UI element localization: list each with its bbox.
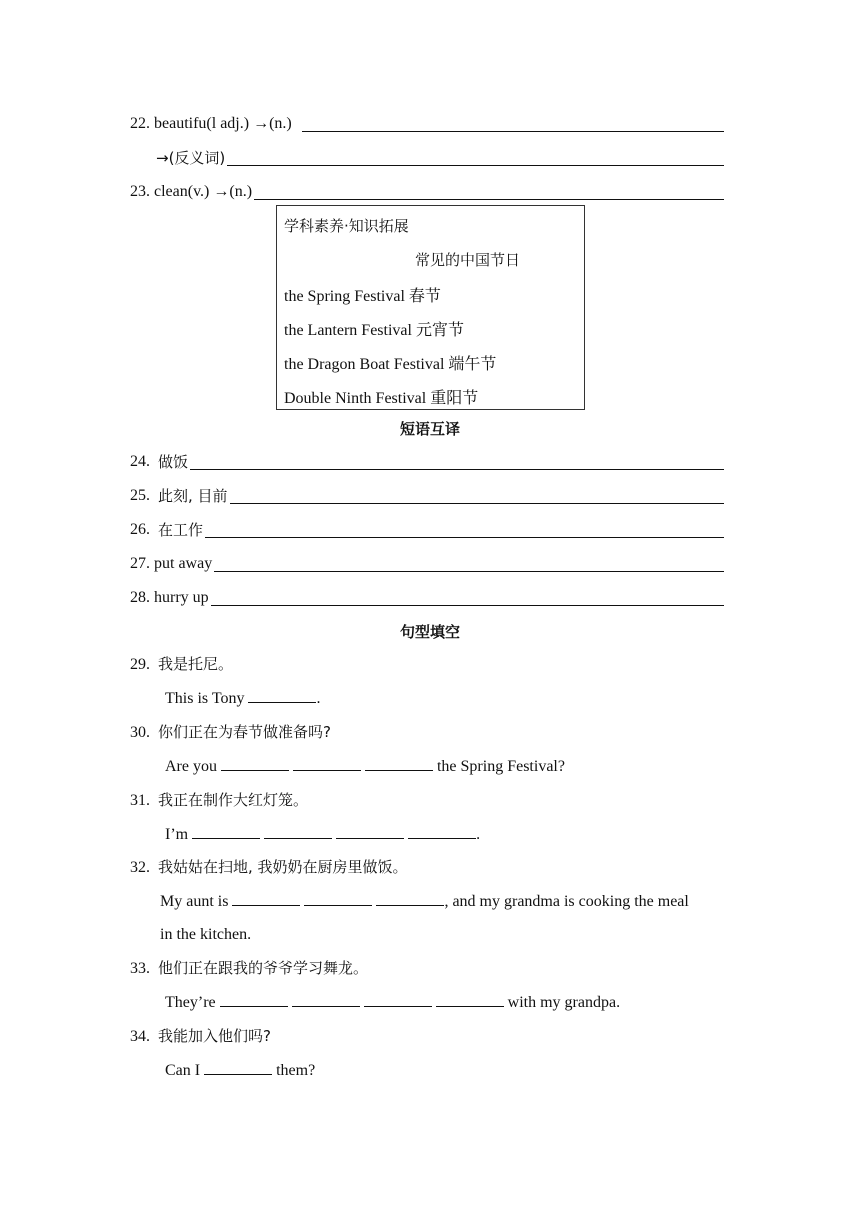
item-text: 做饭 (158, 453, 189, 471)
english-answer-29: This is Tony . (165, 690, 321, 707)
answer-line[interactable] (211, 605, 724, 606)
vocab-item-22 (130, 112, 724, 134)
festival-item: the Lantern Festival 元宵节 (284, 322, 464, 339)
english-answer-32: My aunt is , and my grandma is cooking the meal (160, 893, 689, 910)
festival-item: the Dragon Boat Festival 端午节 (284, 356, 497, 373)
blank[interactable] (304, 891, 372, 906)
blank[interactable] (365, 756, 433, 771)
answer-line[interactable] (254, 199, 724, 200)
blank[interactable] (408, 824, 476, 839)
item-number: 28. (130, 589, 150, 606)
item-text: hurry up (154, 589, 209, 606)
sentence-item-29 (130, 654, 233, 675)
blank[interactable] (376, 891, 444, 906)
item-number: 25. (130, 487, 150, 504)
phrase-item-27 (130, 552, 724, 574)
section-heading-sentences: 句型填空 (399, 623, 460, 641)
blank[interactable] (220, 992, 288, 1007)
item-text: →(反义词) (156, 149, 226, 167)
chinese-prompt: 你们正在为春节做准备吗? (158, 723, 331, 741)
phrase-item-24 (130, 450, 724, 472)
item-number: 33. (130, 960, 150, 977)
blank[interactable] (248, 688, 316, 703)
item-text: beautifu(l adj.) →(n.) (154, 115, 292, 132)
item-number: 31. (130, 792, 150, 809)
chinese-prompt: 我能加入他们吗? (158, 1027, 271, 1045)
sentence-item-34 (130, 1026, 271, 1047)
sentence-item-31 (130, 790, 308, 811)
vocab-item-22-antonym (156, 146, 724, 168)
festival-item: Double Ninth Festival 重阳节 (284, 390, 479, 407)
blank[interactable] (192, 824, 260, 839)
section-heading-phrases: 短语互译 (399, 420, 460, 438)
chinese-prompt: 我正在制作大红灯笼。 (158, 791, 309, 809)
item-number: 23. (130, 183, 150, 200)
item-text: clean(v.) →(n.) (154, 183, 253, 200)
item-text: 在工作 (158, 521, 204, 539)
answer-line[interactable] (190, 469, 724, 470)
item-number: 22. (130, 115, 150, 132)
knowledge-box (276, 205, 585, 410)
answer-line[interactable] (227, 165, 724, 166)
box-subtitle: 常见的中国节日 (415, 251, 521, 269)
sentence-item-32 (130, 857, 408, 878)
item-number: 29. (130, 656, 150, 673)
item-number: 26. (130, 521, 150, 538)
blank[interactable] (232, 891, 300, 906)
blank[interactable] (204, 1060, 272, 1075)
english-answer-30: Are you the Spring Festival? (165, 758, 565, 775)
item-number: 24. (130, 453, 150, 470)
blank[interactable] (293, 756, 361, 771)
item-number: 34. (130, 1028, 150, 1045)
chinese-prompt: 我姑姑在扫地, 我奶奶在厨房里做饭。 (158, 858, 408, 876)
english-answer-31: I’m . (165, 826, 481, 843)
sentence-item-30 (130, 722, 331, 743)
phrase-item-26 (130, 518, 724, 540)
answer-line[interactable] (214, 571, 724, 572)
phrase-item-25 (130, 484, 724, 506)
phrase-item-28 (130, 586, 724, 608)
festival-item: the Spring Festival 春节 (284, 288, 441, 305)
english-answer-34: Can I them? (165, 1062, 316, 1079)
box-title: 学科素养·知识拓展 (284, 217, 409, 235)
blank[interactable] (336, 824, 404, 839)
blank[interactable] (221, 756, 289, 771)
chinese-prompt: 他们正在跟我的爷爷学习舞龙。 (158, 959, 369, 977)
item-number: 30. (130, 724, 150, 741)
blank[interactable] (436, 992, 504, 1007)
vocab-item-23 (130, 180, 724, 202)
sentence-item-33 (130, 958, 368, 979)
answer-line[interactable] (302, 131, 724, 132)
blank[interactable] (364, 992, 432, 1007)
item-text: 此刻, 目前 (158, 487, 228, 505)
english-answer-33: They’re with my grandpa. (165, 994, 621, 1011)
answer-line[interactable] (205, 537, 724, 538)
item-number: 27. (130, 555, 150, 572)
item-number: 32. (130, 859, 150, 876)
english-answer-32-cont: in the kitchen. (160, 926, 252, 943)
blank[interactable] (292, 992, 360, 1007)
answer-line[interactable] (230, 503, 724, 504)
item-text: put away (154, 555, 213, 572)
blank[interactable] (264, 824, 332, 839)
chinese-prompt: 我是托尼。 (158, 655, 234, 673)
